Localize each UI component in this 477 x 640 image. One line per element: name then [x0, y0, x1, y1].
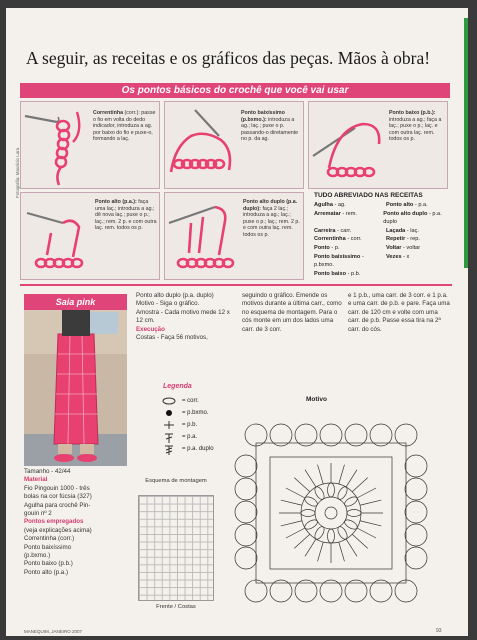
abbreviation-row	[314, 235, 454, 244]
stitch-desc-double: faça uma laç.; introduza a ag.; dê nova laç.; puxe o p.; laç.; rem. 2 p. e com outra laç. rem. todos os p.	[95, 199, 157, 232]
material-line: Fio Pingouin 1000 - três	[24, 484, 90, 492]
stitch-name-treble: Ponto alto duplo (p.a. duplo):	[243, 199, 298, 212]
stitch-illustration-single	[308, 101, 448, 189]
motif-stitch	[305, 539, 316, 556]
abbreviation-row	[314, 253, 454, 270]
motif-loop	[235, 547, 257, 569]
abbreviations-title: TUDO ABREVIADO NAS RECEITAS	[314, 192, 423, 199]
motif-stitch	[318, 542, 324, 561]
instructions-column-1	[136, 292, 236, 342]
points-list	[24, 535, 132, 577]
material-line: gouin nº 2	[24, 510, 52, 518]
motif-stitch	[357, 488, 376, 498]
motif-loop	[235, 455, 257, 477]
motif-stitch	[318, 465, 324, 484]
abbreviations-box	[314, 192, 454, 278]
stitch-illustration-chain	[20, 101, 160, 189]
assembly-footer-label: Frente / Costas	[156, 604, 196, 610]
motif-stitch	[339, 465, 345, 484]
stitch-name-slip: Ponto baixíssimo (p.bxmo.):	[241, 110, 285, 123]
treble-symbol-icon	[160, 445, 178, 453]
legend-row-chain	[160, 397, 199, 405]
motif-petal	[301, 510, 315, 517]
motif-loop	[405, 524, 427, 546]
photo-credit: Fotografia: Maurício Lara	[15, 147, 20, 198]
execucao-text: Costas - Faça 56 motivos,	[136, 334, 208, 342]
motif-stitch	[346, 539, 357, 556]
abbreviation-left: Arrematar - rem.	[314, 210, 357, 217]
motif-stitch	[305, 470, 316, 487]
abbreviation-right: Laçada - laç.	[386, 227, 419, 234]
motif-loop	[235, 478, 257, 500]
stitch-desc-chain: (corr.): passe o fio em volta do dedo indicador, introduza a ag. por baixo do fio e puxe-o, formando a laç.	[93, 110, 156, 143]
product-tag: Saia pink	[24, 294, 127, 310]
single-crochet-drawing	[309, 102, 387, 188]
stitch-illustration-slip	[164, 101, 304, 189]
execucao-label: Execução	[136, 325, 165, 333]
legend-title: Legenda	[163, 383, 192, 390]
stitch-desc-slip: introduza a ag.; laç.; puxe o p. passando-o diretamente no p. da ag.	[241, 116, 299, 143]
slip-stitch-drawing	[165, 102, 239, 188]
abbreviation-right: Voltar - voltar	[386, 244, 421, 251]
stitch-name-double: Ponto alto (p.a.):	[95, 199, 137, 205]
motif-stitch	[360, 521, 381, 526]
abbreviation-left: Ponto - p.	[314, 244, 340, 251]
stitch-name-single: Ponto baixo (p.b.):	[389, 110, 436, 116]
material-line: bolas na cor fúcsia (327)	[24, 493, 92, 501]
motif-stitch	[286, 528, 305, 538]
motif-loop	[405, 501, 427, 523]
motif-stitch	[286, 488, 305, 498]
points-line: Correntinha (corr.)	[24, 535, 75, 543]
legend-text-double: = p.a.	[182, 434, 198, 440]
legend-text-chain: = corr.	[182, 398, 199, 404]
legend-text-slip: = p.bxmo.	[182, 410, 209, 416]
assembly-title: Esquema de montagem	[145, 478, 207, 484]
treble-crochet-drawing	[165, 193, 241, 279]
stitch-desc-single: introduza a ag.; faça a laç.; puxe o p.; laç. e com outra laç. rem. todos os p.	[389, 116, 442, 143]
page-footer: MANEQUIM, JANEIRO 2007	[24, 629, 83, 634]
abbreviation-row	[314, 201, 454, 210]
stitch-name-chain: Correntinha	[93, 110, 124, 116]
legend-text-treble: = p.a. duplo	[182, 446, 214, 452]
abbreviation-left: Carreira - carr.	[314, 227, 352, 234]
points-line: Ponto baixíssimo	[24, 543, 72, 551]
abbreviation-row	[314, 244, 454, 253]
motif-petal	[328, 483, 335, 497]
motivo-text: Motivo - Siga o gráfico.	[136, 300, 200, 308]
page-edge-strip	[464, 18, 468, 268]
materials-column: Tamanho - 42/44 Material Fio Pingouin 1000 - três bolas na cor fúcsia (327) Agulha para crochê Pin- gouin nº 2 Pontos empregados (veja explicações acima) Correntinha (corr.) Ponto baixíssimo (p.bxmo.) Ponto baixo (p.b.) Ponto alto (p.a.)	[24, 468, 132, 577]
single-symbol-icon	[160, 421, 178, 429]
motif-petal	[328, 529, 335, 543]
motif-stitch	[294, 478, 310, 492]
double-symbol-icon	[160, 433, 178, 441]
abbreviation-right: Ponto alto - p.a.	[386, 202, 428, 208]
size-label: Tamanho	[24, 468, 50, 475]
double-crochet-drawing	[21, 193, 93, 279]
magazine-page	[6, 8, 468, 636]
stitch-illustration-double	[20, 192, 160, 280]
skirt-photo	[24, 294, 127, 466]
motif-stitch	[294, 534, 310, 548]
motif-loop	[405, 455, 427, 477]
abbreviation-row	[314, 270, 454, 279]
motif-petal	[347, 510, 361, 517]
legend-row-treble	[160, 445, 214, 453]
section-divider	[20, 284, 452, 286]
abbreviation-right: Ponto alto duplo - p.a. duplo	[383, 210, 442, 226]
instructions-column-2: seguindo o gráfico. Emende os motivos durante a última carr., como no esquema de montagem. Para o cós monte em um dos lados uma carr. de 3 corr.	[242, 292, 342, 333]
motif-stitch	[352, 534, 368, 548]
abbreviation-left: Ponto baixo - p.b.	[314, 270, 361, 277]
assembly-grid	[138, 495, 214, 601]
stitch-desc-treble: faça 2 laç.; introduza a ag.; laç.; puxe o p.; laç.; rem. 2 p. e com outra laç. rem. todos os p.	[243, 205, 300, 238]
skirt-photo-image	[24, 294, 127, 466]
material-list	[24, 485, 132, 519]
section-bar: Os pontos básicos do crochê que você vai usar	[20, 83, 450, 98]
legend-row-slip	[160, 409, 209, 417]
motif-loop	[405, 478, 427, 500]
material-line: Agulha para crochê Pin-	[24, 501, 91, 509]
points-line: (p.bxmo.)	[24, 552, 51, 560]
abbreviation-right: Repetir - rep.	[386, 236, 420, 243]
abbreviation-row	[314, 227, 454, 236]
material-label: Material	[24, 476, 48, 484]
slip-symbol-icon	[160, 409, 178, 417]
motif-stitch	[352, 478, 368, 492]
amostra-text: Amostra - Cada motivo mede 12 x 12 cm.	[136, 308, 230, 325]
motif-stitch	[357, 528, 376, 538]
instructions-column-3: e 1 p.b., uma carr. de 3 corr. e 1 p.a. e uma carr. de p.b. e pare. Faça uma carr. de 120 cm e volte com uma carr. de p.b. Passe essa tira na 2ª carr. do cós.	[348, 292, 450, 333]
motif-stitch	[346, 470, 357, 487]
size-value: 42/44	[54, 468, 71, 475]
points-label: Pontos empregados	[24, 518, 84, 526]
motif-title: Motivo	[306, 396, 327, 403]
chain-symbol-icon	[160, 397, 178, 405]
legend-text-single: = p.b.	[182, 422, 198, 428]
motif-stitch	[281, 500, 302, 505]
motif-loop	[405, 547, 427, 569]
headline: A seguir, as receitas e os gráficos das peças. Mãos à obra!	[26, 48, 431, 68]
abbreviation-row	[314, 210, 454, 227]
motif-loop	[235, 501, 257, 523]
abbreviations-list	[314, 201, 454, 278]
points-line: Ponto alto (p.a.)	[24, 568, 69, 576]
abbreviation-left: Correntinha - corr.	[314, 236, 362, 243]
motif-diagram	[216, 405, 446, 621]
motif-loop	[235, 524, 257, 546]
abbreviation-left: Agulha - ag.	[314, 202, 346, 208]
points-sub: (veja explicações acima)	[24, 526, 92, 534]
points-line: Ponto baixo (p.b.)	[24, 560, 73, 568]
motif-stitch	[339, 542, 345, 561]
motif-stitch	[360, 500, 381, 505]
abbreviation-left: Ponto baixíssimo - p.bxmo.	[314, 253, 364, 269]
legend-row-double	[160, 433, 197, 441]
stitch-illustration-treble	[164, 192, 304, 280]
abbreviation-right: Vezes - x	[386, 253, 410, 260]
page-number: 93	[436, 628, 442, 634]
chain-stitch-drawing	[21, 102, 91, 188]
motif-stitch	[281, 521, 302, 526]
intro-text: Ponto alto duplo (p.a. duplo)	[136, 292, 214, 299]
legend-row-single	[160, 421, 197, 429]
